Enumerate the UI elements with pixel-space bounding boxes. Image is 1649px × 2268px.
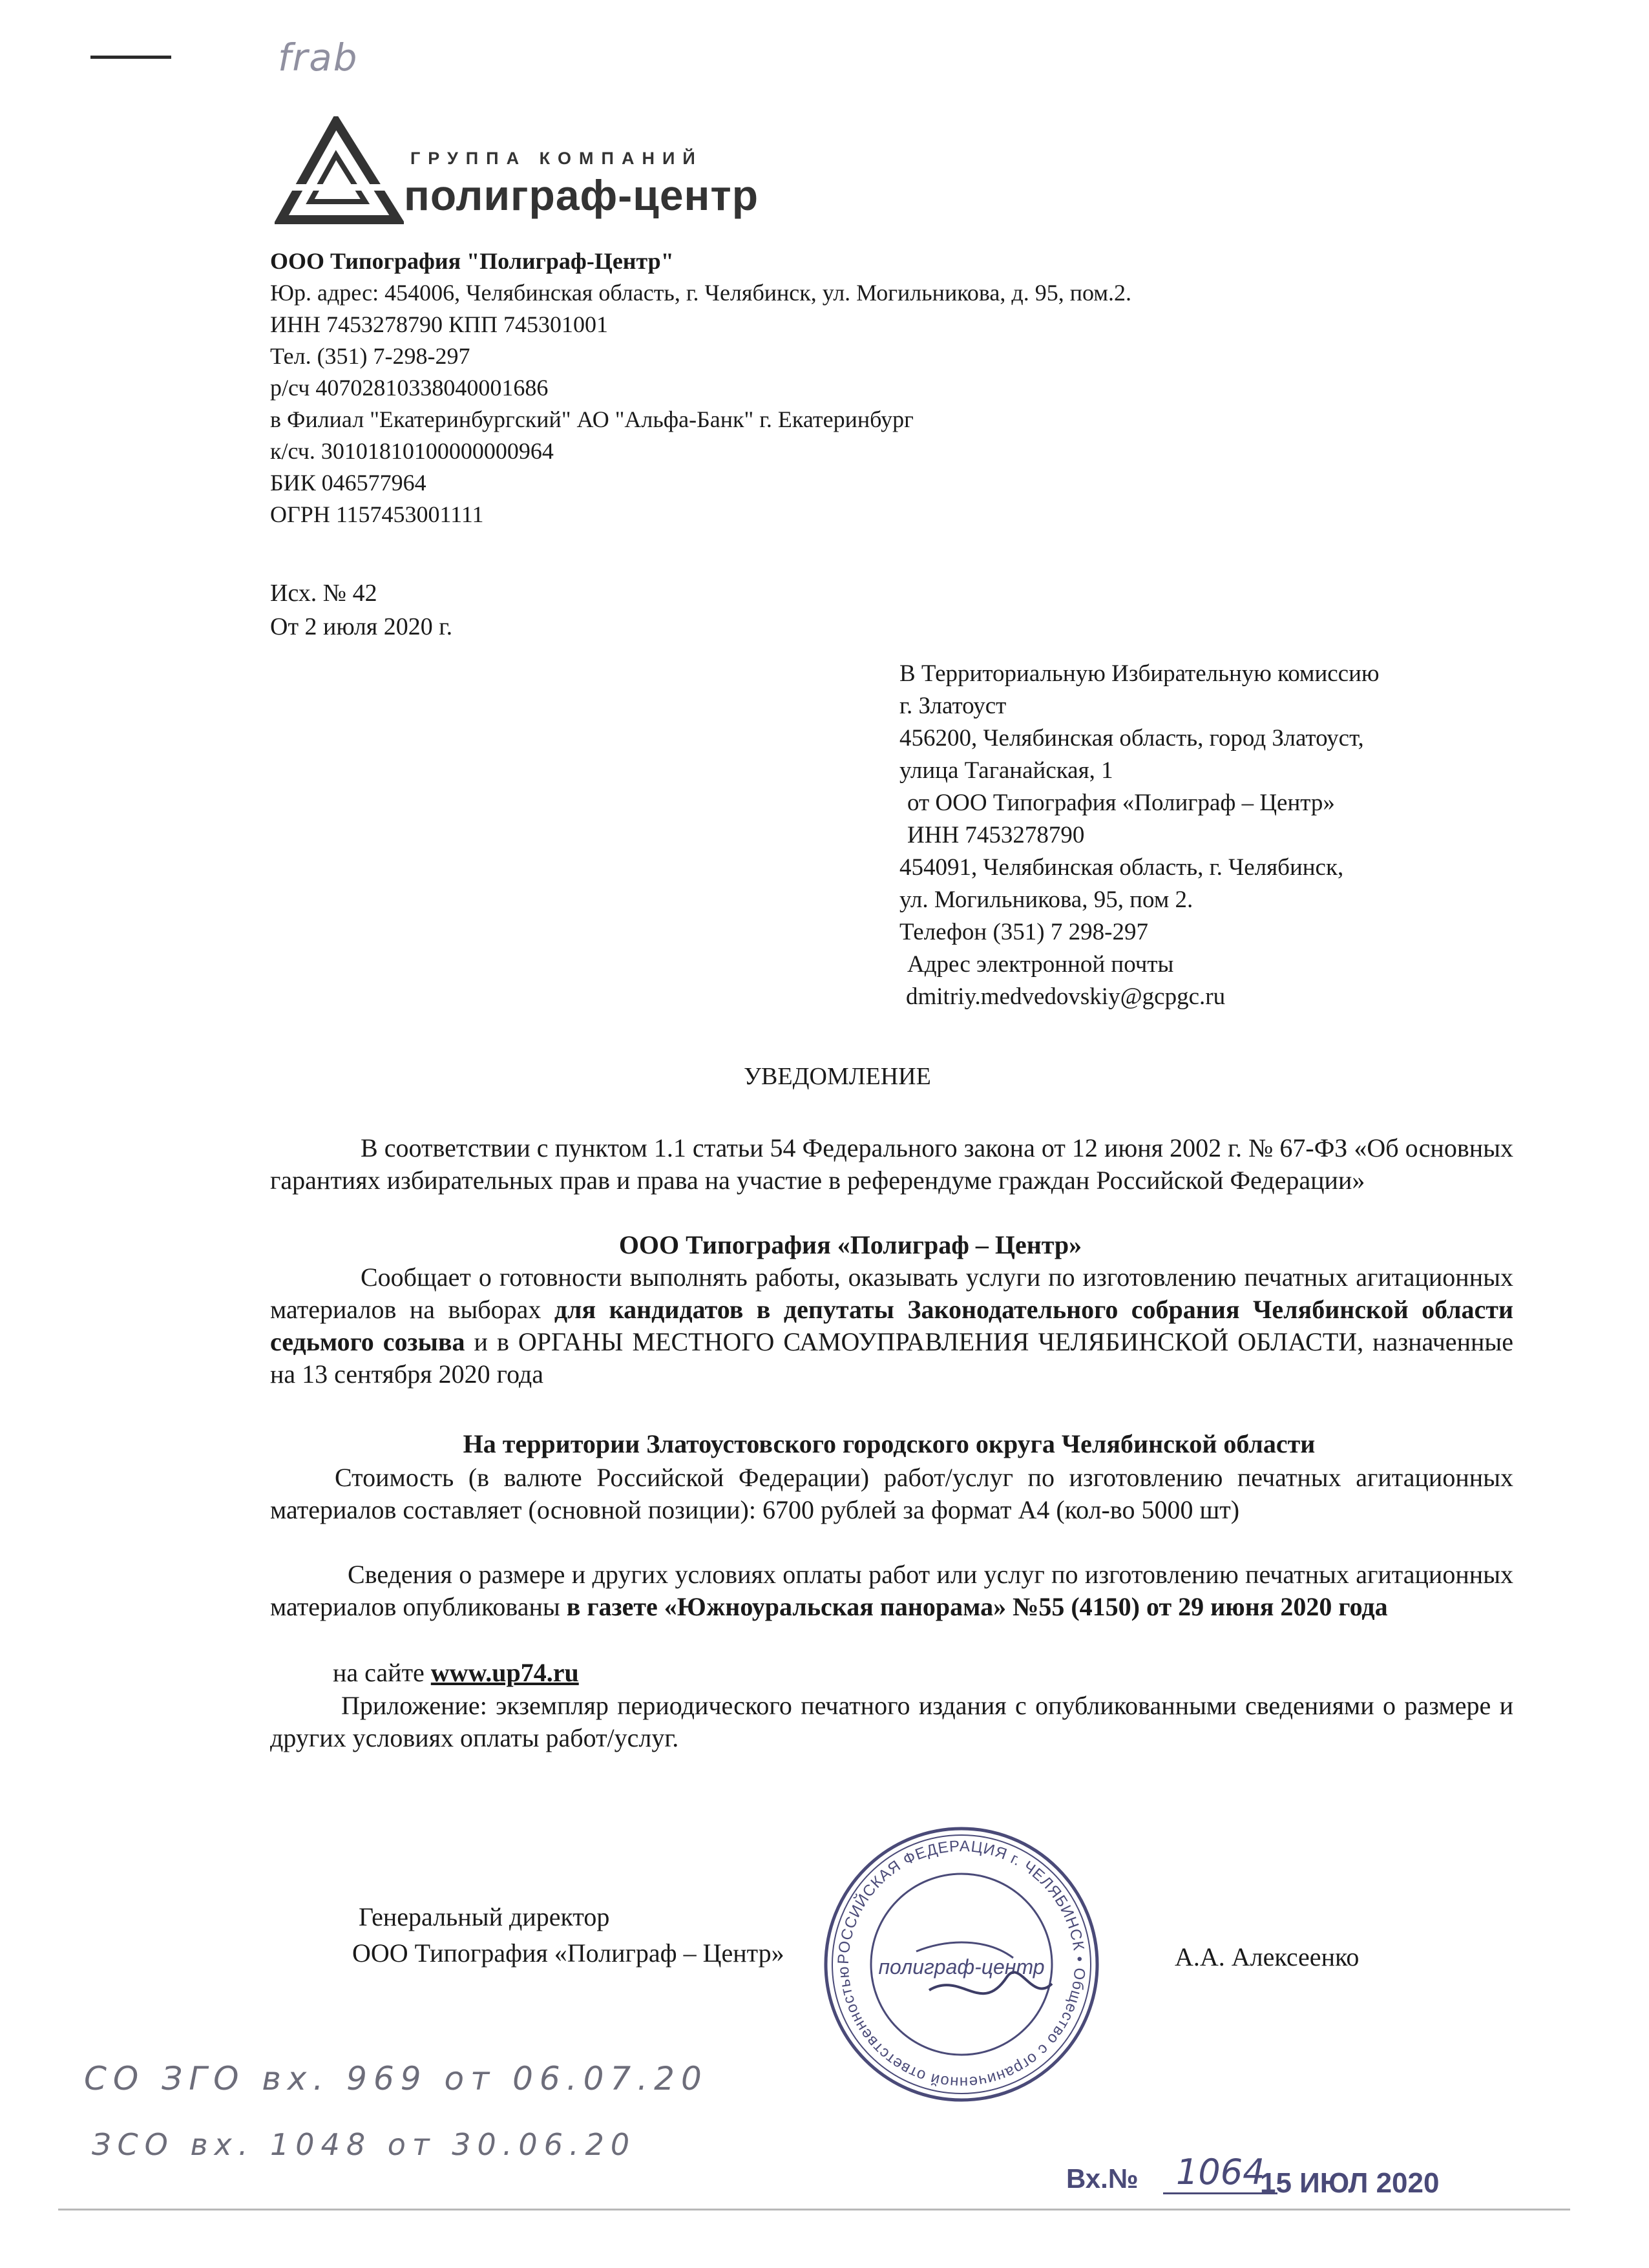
readiness-text-bold: для кандидатов в депутаты Законодательного собрания Челябинской области седьмого созыва [270,1295,1513,1356]
company-logo [275,116,804,226]
body-paragraph-cost [270,1462,1513,1526]
incoming-label: Вх.№ [1066,2163,1139,2194]
signature-position: Генеральный директор [359,1902,610,1931]
addressee-line: Телефон (351) 7 298-297 [899,919,1148,945]
body-paragraph-appendix [270,1690,1513,1754]
company-account: р/сч 40702810338040001686 [270,375,549,401]
company-bik: БИК 046577964 [270,470,426,496]
company-seal [819,1822,1104,2106]
readiness-text-start: Сообщает о готовности выполнять работы, оказывать услуги по изготовлению печатных агитационных материалов на выборах [270,1263,1513,1324]
addressee-line: ИНН 7453278790 [907,822,1085,848]
scan-mark-top [90,56,171,59]
body-law-text: В соответствии с пунктом 1.1 статьи 54 Федерального закона от 12 июня 2002 г. № 67-ФЗ «Об основных гарантиях избирательных прав и права на участие в референдуме граждан Российской Федерации» [270,1133,1513,1195]
addressee-line: улица Таганайская, 1 [899,757,1113,784]
addressee-line: Адрес электронной почты [907,951,1174,978]
company-name: ООО Типография "Полиграф-Центр" [270,248,674,274]
seal-center-text: полиграф-центр [878,1955,1045,1979]
handwritten-registration-2: ЗСО вх. 1048 от 30.06.20 [92,2127,636,2162]
cost-text: Стоимость (в валюте Российской Федерации) работ/услуг по изготовлению печатных агитационных материалов составляет (основной позиции): 6700 рублей за формат А4 (кол-во 5000 шт) [270,1463,1513,1524]
publication-text-start: Сведения о размере и других условиях оплаты работ или услуг по изготовлению печатных агитационных материалов опубликованы [270,1560,1513,1621]
incoming-number: 1064 [1163,2152,1277,2194]
addressee-line: от ООО Типография «Полиграф – Центр» [907,790,1335,816]
handwritten-top-note: frab [278,36,359,79]
incoming-date: 15 ИЮЛ 2020 [1260,2167,1440,2199]
addressee-line: г. Златоуст [899,693,1007,719]
appendix-text: Приложение: экземпляр периодического печатного издания с опубликованными сведениями о размере и других условиях оплаты работ/услуг. [270,1691,1513,1752]
document-title: УВЕДОМЛЕНИЕ [744,1063,931,1090]
signature-name: А.А. Алексеенко [1175,1942,1360,1971]
seal-outer-text: РОССИЙСКАЯ ФЕДЕРАЦИЯ г. ЧЕЛЯБИНСК • Общество с ограниченной ответственностью [834,1837,1089,2092]
company-bank: в Филиал "Екатеринбургский" АО "Альфа-Банк" г. Екатеринбург [270,406,914,432]
addressee-line: 454091, Челябинская область, г. Челябинск, [899,854,1344,881]
addressee-email: dmitriy.medvedovskiy@gcpgc.ru [906,983,1226,1010]
logo-small-text: ГРУППА КОМПАНИЙ [410,149,703,168]
body-paragraph-publication [270,1559,1513,1623]
addressee-line: 456200, Челябинская область, город Златоуст, [899,725,1364,751]
company-corr-account: к/сч. 30101810100000000964 [270,438,554,464]
outgoing-date: От 2 июля 2020 г. [270,613,453,640]
body-territory: На территории Златоустовского городского округа Челябинской области [463,1429,1316,1458]
body-site-line [333,1657,579,1689]
body-paragraph-law [270,1132,1513,1197]
scan-edge-bottom [58,2209,1570,2210]
signature-company: ООО Типография «Полиграф – Центр» [352,1938,784,1968]
outgoing-ref [270,576,452,644]
company-phone: Тел. (351) 7-298-297 [270,343,470,369]
addressee-line: В Территориальную Избирательную комиссию [899,660,1380,687]
incoming-stamp [1066,2152,1454,2203]
logo-big-text: полиграф-центр [404,171,759,219]
readiness-text-end: и в ОРГАНЫ МЕСТНОГО САМОУПРАВЛЕНИЯ ЧЕЛЯБИНСКОЙ ОБЛАСТИ, назначенные на 13 сентября 2020 года [270,1327,1514,1389]
addressee-block [899,658,1546,1013]
addressee-line: ул. Могильникова, 95, пом 2. [899,887,1193,913]
seal-graphic [819,1822,1104,2106]
company-details [270,246,1239,530]
outgoing-number: Исх. № 42 [270,580,377,607]
company-inn-kpp: ИНН 7453278790 КПП 745301001 [270,311,609,337]
handwritten-registration-1: СО ЗГО вх. 969 от 06.07.20 [84,2060,708,2097]
publication-text-bold: в газете «Южноуральская панорама» №55 (4150) от 29 июня 2020 года [566,1592,1388,1621]
body-paragraph-readiness [270,1261,1513,1391]
body-company-name: ООО Типография «Полиграф – Центр» [618,1230,1082,1259]
company-ogrn: ОГРН 1157453001111 [270,501,484,527]
company-legal-address: Юр. адрес: 454006, Челябинская область, г. Челябинск, ул. Могильникова, д. 95, пом.2. [270,280,1132,306]
logo-triangle-icon [275,116,404,226]
site-link[interactable]: www.up74.ru [430,1658,579,1687]
site-prefix: на сайте [333,1658,431,1687]
